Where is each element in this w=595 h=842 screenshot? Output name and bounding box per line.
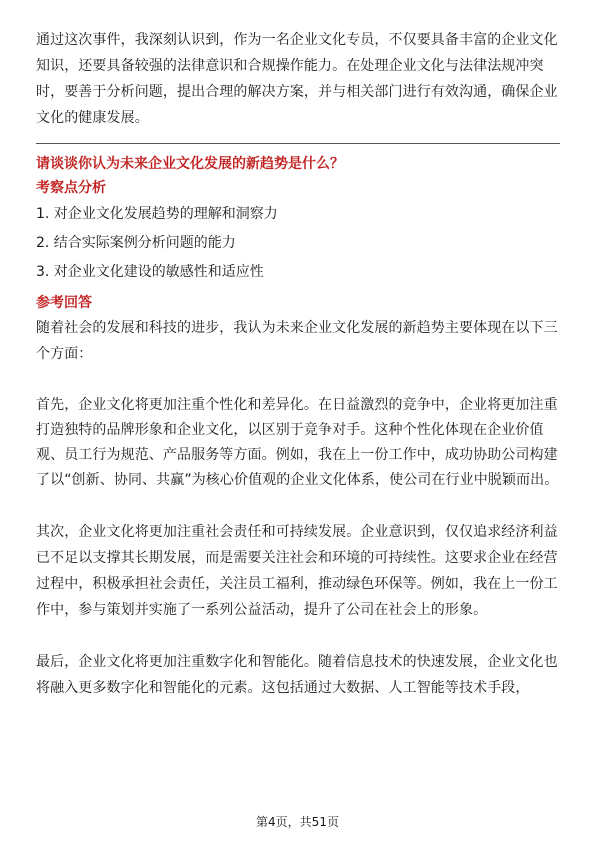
paragraph-gap: [36, 493, 560, 519]
paragraph-gap: [36, 367, 560, 393]
interview-question: 请谈谈你认为未来企业文化发展的新趋势是什么？: [36, 156, 344, 172]
page-footer: 第4页，共51页: [256, 815, 339, 829]
answer-paragraph: 最后，企业文化将更加注重数字化和智能化。随着信息技术的快速发展，企业文化也将融入更多数字化和智能化的元素。这包括通过大数据、人工智能等技术手段，: [36, 654, 558, 696]
analysis-item: 2. 结合实际案例分析问题的能力: [36, 235, 236, 251]
answer-paragraph: 随着社会的发展和科技的进步，我认为未来企业文化发展的新趋势主要体现在以下三个方面：: [36, 320, 558, 362]
section-divider: [36, 143, 560, 144]
answer-paragraph: 其次，企业文化将更加注重社会责任和可持续发展。企业意识到，仅仅追求经济利益已不足以支撑其长期发展，而是需要关注社会和环境的可持续性。这要求企业在经营过程中，积极承担社会责任，关注员工福利，推动绿色环保等。例如，我在上一份工作中，参与策划并实施了一系列公益活动，提升了公司在社会上的形象。: [36, 524, 558, 618]
document-body: [36, 27, 560, 701]
intro-paragraph: 通过这次事件，我深刻认识到，作为一名企业文化专员，不仅要具备丰富的企业文化知识，还要具备较强的法律意识和合规操作能力。在处理企业文化与法律法规冲突时，要善于分析问题，提出合理的解决方案，并与相关部门进行有效沟通，确保企业文化的健康发展。: [36, 32, 558, 126]
paragraph-gap: [36, 623, 560, 649]
analysis-heading: 考察点分析: [36, 180, 106, 196]
analysis-item: 3. 对企业文化建设的敏感性和适应性: [36, 264, 264, 280]
answer-heading: 参考回答: [36, 295, 92, 311]
analysis-item: 1. 对企业文化发展趋势的理解和洞察力: [36, 206, 278, 222]
answer-paragraph: 首先，企业文化将更加注重个性化和差异化。在日益激烈的竞争中，企业将更加注重打造独特的品牌形象和企业文化，以区别于竞争对手。这种个性化体现在企业价值观、员工行为规范、产品服务等方面。例如，我在上一份工作中，成功协助公司构建了以“创新、协同、共赢”为核心价值观的企业文化体系，使公司在行业中脱颖而出。: [36, 397, 559, 488]
